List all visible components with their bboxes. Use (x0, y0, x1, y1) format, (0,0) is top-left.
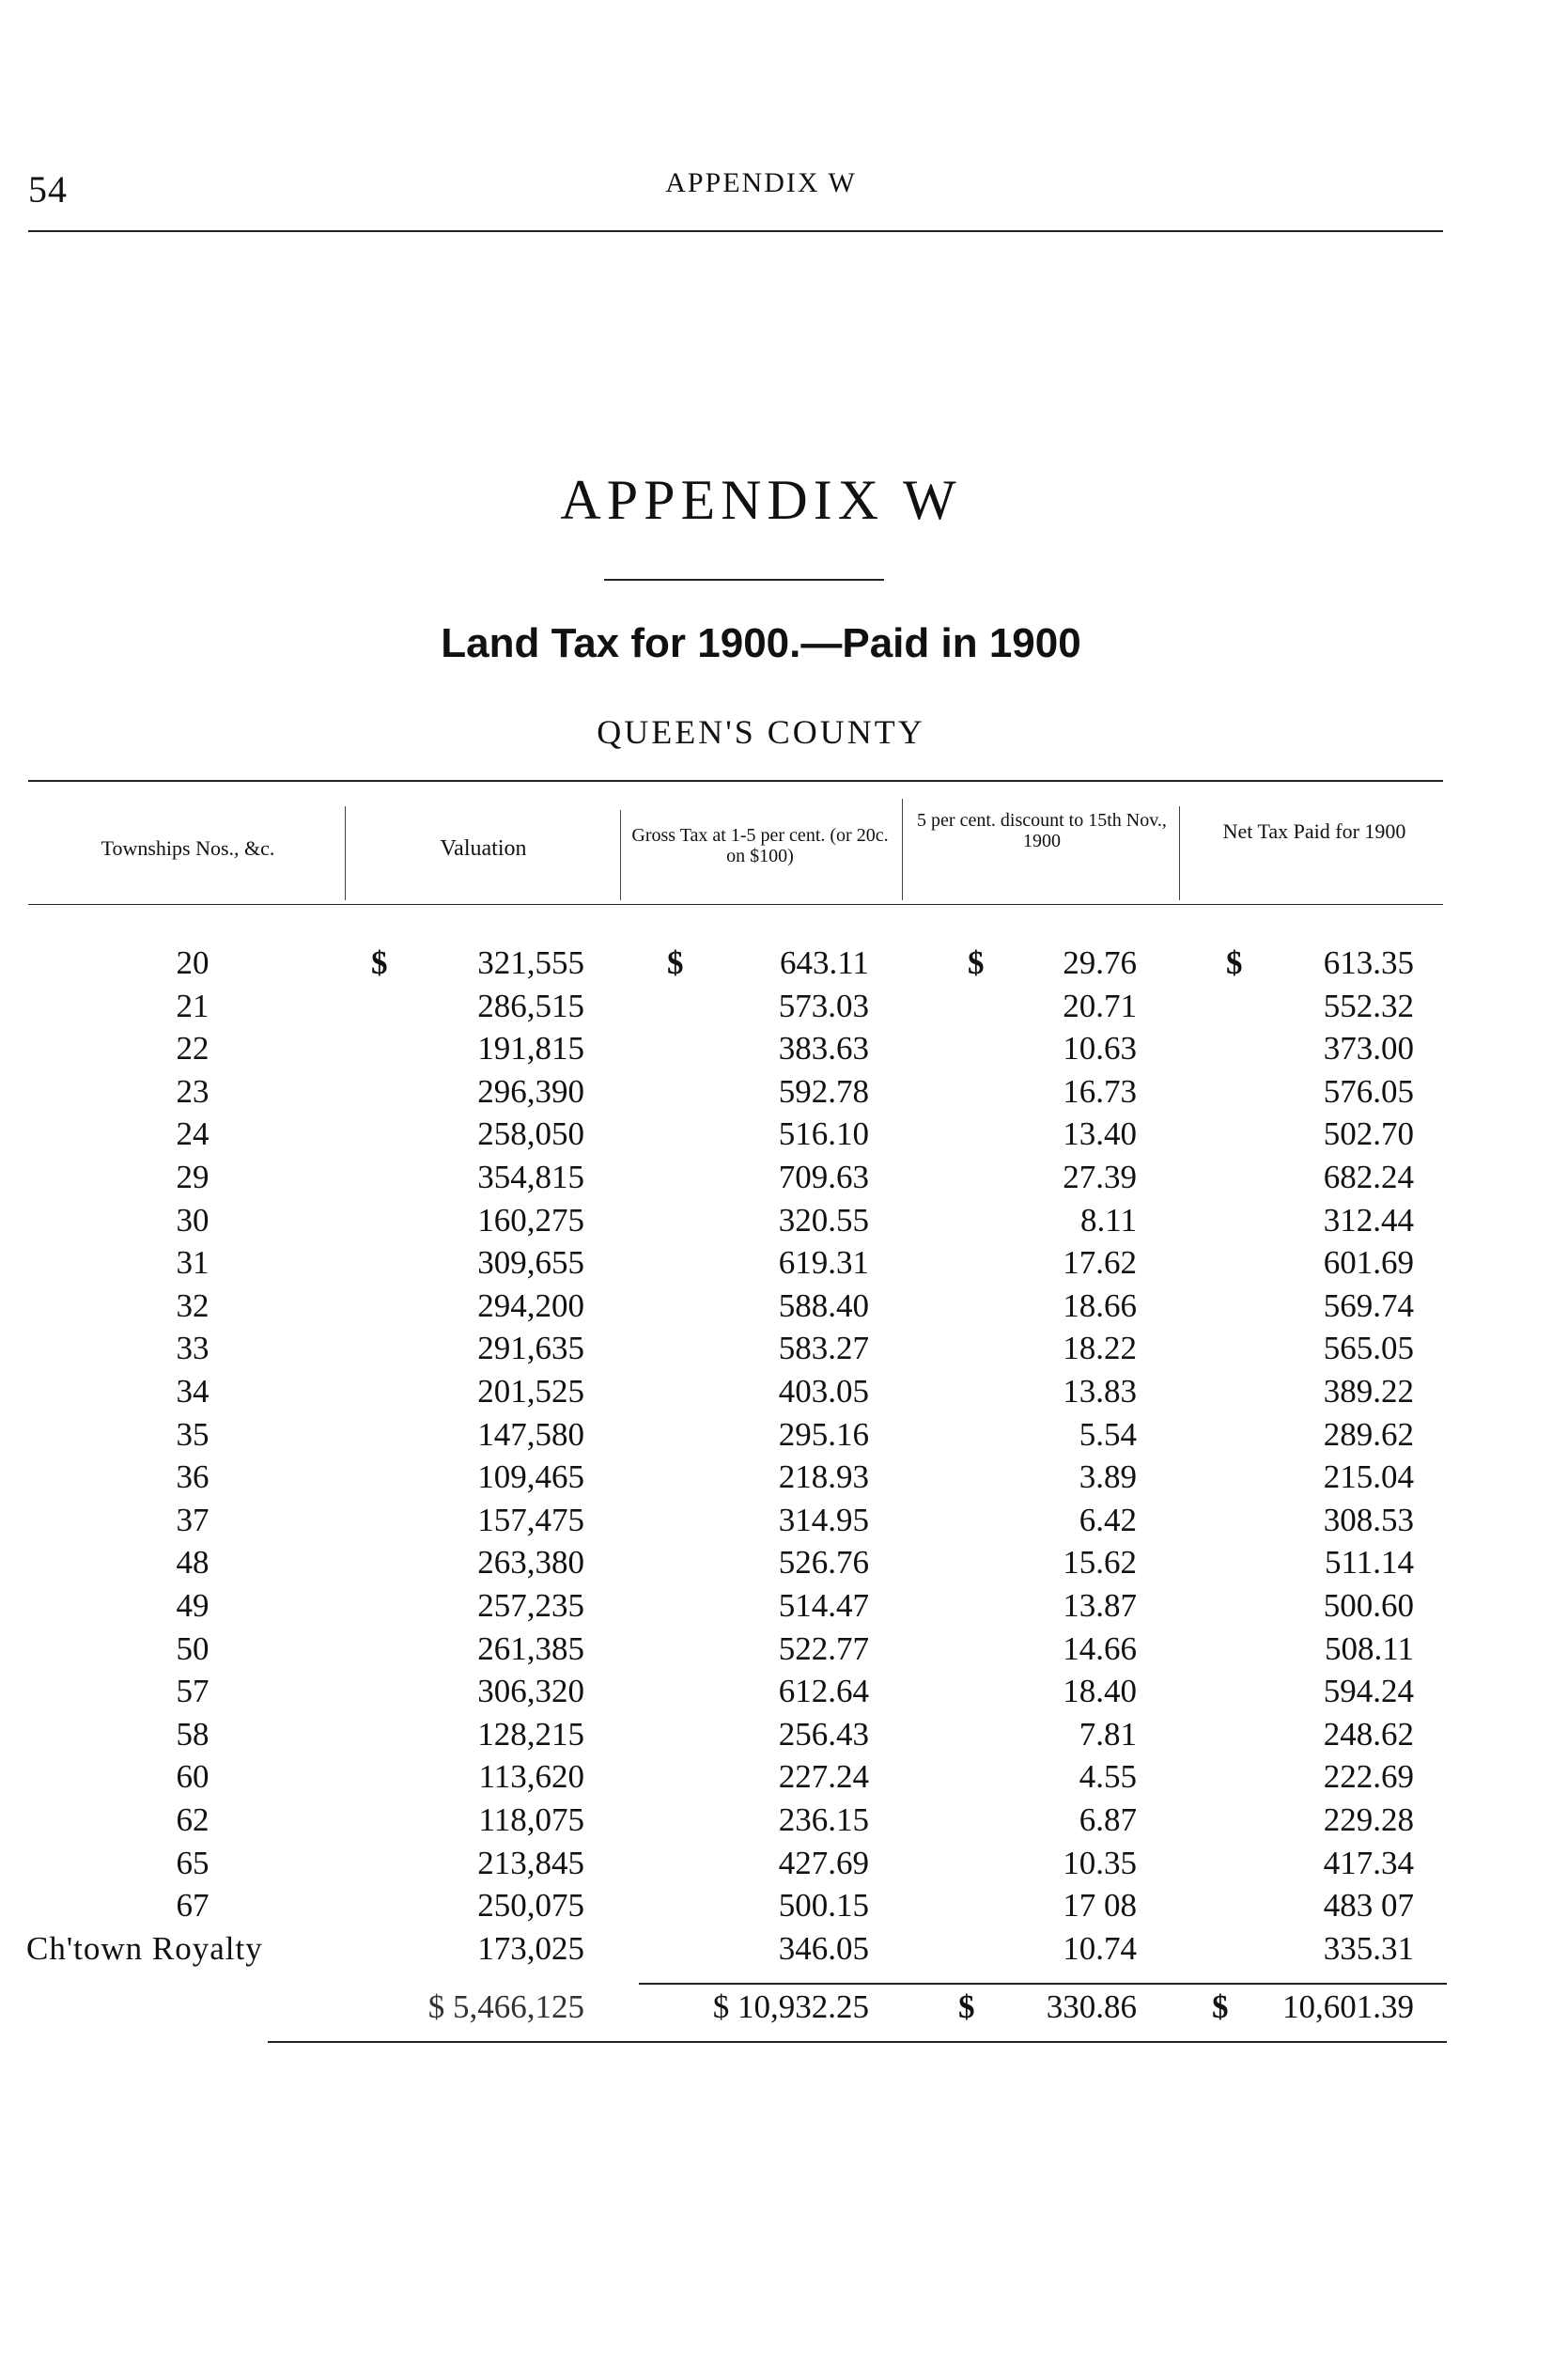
valuation-cell: 263,380 (477, 1544, 584, 1582)
gross-tax-cell: 516.10 (778, 1115, 869, 1153)
column-divider (345, 806, 346, 900)
township-cell: 49 (176, 1587, 210, 1624)
discount-cell: 16.73 (1063, 1072, 1137, 1110)
gross-tax-cell: 295.16 (778, 1415, 869, 1453)
dollar-sign: $ (958, 1988, 975, 2025)
valuation-cell: 213,845 (477, 1844, 584, 1881)
valuation-cell: 261,385 (477, 1629, 584, 1667)
township-cell: 37 (176, 1501, 210, 1538)
township-cell: 31 (176, 1244, 210, 1282)
table-row (0, 1285, 1568, 1327)
township-cell: 24 (176, 1115, 210, 1153)
township-cell: 32 (176, 1286, 210, 1324)
valuation-cell: 173,025 (477, 1929, 584, 1967)
gross-tax-cell: 236.15 (778, 1801, 869, 1838)
valuation-cell: 296,390 (477, 1072, 584, 1110)
table-row (0, 942, 1568, 984)
net-tax-cell: 682.24 (1323, 1159, 1414, 1195)
table-row (0, 1755, 1568, 1798)
discount-cell: 8.11 (1080, 1201, 1137, 1239)
net-tax-cell: 565.05 (1323, 1330, 1414, 1367)
total-valuation: $ 5,466,125 (427, 1988, 584, 2025)
gross-tax-cell: 514.47 (778, 1587, 869, 1624)
valuation-cell: 309,655 (477, 1244, 584, 1282)
table-row (0, 1628, 1568, 1670)
valuation-cell: 321,555 (477, 944, 584, 981)
gross-tax-cell: 526.76 (778, 1544, 869, 1582)
township-cell: 62 (176, 1801, 210, 1838)
gross-tax-cell: 612.64 (778, 1673, 869, 1710)
valuation-cell: 286,515 (477, 987, 584, 1024)
gross-tax-cell: 314.95 (778, 1501, 869, 1538)
township-cell: 29 (176, 1159, 210, 1195)
column-header-township: Townships Nos., &c. (101, 836, 275, 860)
table-row (0, 1327, 1568, 1369)
table-row (0, 1884, 1568, 1926)
column-header-gross-tax: Gross Tax at 1-5 per cent. (or 20c. on $100) (631, 825, 889, 866)
net-tax-cell: 613.35 (1323, 944, 1414, 981)
gross-tax-cell: 588.40 (778, 1286, 869, 1324)
net-tax-cell: 483 07 (1323, 1887, 1414, 1925)
total-discount: 330.86 (1046, 1988, 1137, 2025)
net-tax-cell: 508.11 (1325, 1629, 1414, 1667)
gross-tax-cell: 583.27 (778, 1330, 869, 1367)
dollar-sign: $ (1226, 944, 1243, 981)
table-row (0, 1842, 1568, 1884)
gross-tax-cell: 218.93 (778, 1458, 869, 1496)
net-tax-cell: 229.28 (1323, 1801, 1414, 1838)
discount-cell: 15.62 (1063, 1544, 1137, 1582)
table-row (0, 1113, 1568, 1155)
discount-cell: 3.89 (1079, 1458, 1137, 1496)
township-cell: 57 (176, 1673, 210, 1710)
gross-tax-cell: 256.43 (778, 1715, 869, 1753)
table-row (0, 1456, 1568, 1498)
township-cell: 30 (176, 1201, 210, 1239)
discount-cell: 10.63 (1063, 1030, 1137, 1068)
township-cell: 65 (176, 1844, 210, 1881)
table-row (0, 1413, 1568, 1456)
discount-cell: 20.71 (1063, 987, 1137, 1024)
table-row (0, 1584, 1568, 1627)
valuation-cell: 291,635 (477, 1330, 584, 1367)
discount-cell: 29.76 (1063, 944, 1137, 981)
valuation-cell: 109,465 (477, 1458, 584, 1496)
valuation-cell: 191,815 (477, 1030, 584, 1068)
table-row (0, 1713, 1568, 1755)
discount-cell: 6.87 (1079, 1801, 1137, 1838)
net-tax-cell: 373.00 (1323, 1030, 1414, 1068)
gross-tax-cell: 500.15 (778, 1887, 869, 1925)
page-number: 54 (28, 168, 68, 210)
net-tax-cell: 335.31 (1323, 1929, 1414, 1967)
discount-cell: 27.39 (1063, 1159, 1137, 1195)
discount-cell: 18.22 (1063, 1330, 1137, 1367)
column-divider (902, 799, 903, 900)
valuation-cell: 113,620 (478, 1758, 584, 1796)
gross-tax-cell: 427.69 (778, 1844, 869, 1881)
discount-cell: 14.66 (1063, 1629, 1137, 1667)
title-rule (604, 579, 884, 581)
valuation-cell: 250,075 (477, 1887, 584, 1925)
column-header-discount: 5 per cent. discount to 15th Nov., 1900 (917, 810, 1167, 851)
dollar-sign: $ (968, 944, 985, 981)
township-cell: 48 (176, 1544, 210, 1582)
column-divider (620, 810, 621, 900)
net-tax-cell: 576.05 (1323, 1072, 1414, 1110)
totals-rule (639, 1983, 1447, 1985)
valuation-cell: 147,580 (477, 1415, 584, 1453)
dollar-sign: $ (1212, 1988, 1229, 2025)
valuation-cell: 128,215 (477, 1715, 584, 1753)
discount-cell: 7.81 (1079, 1715, 1137, 1753)
discount-cell: 18.66 (1063, 1286, 1137, 1324)
net-tax-cell: 569.74 (1323, 1286, 1414, 1324)
column-divider (1179, 806, 1180, 900)
gross-tax-cell: 383.63 (778, 1030, 869, 1068)
net-tax-cell: 601.69 (1323, 1244, 1414, 1282)
totals-row (0, 1986, 1568, 2028)
table-subtitle: Land Tax for 1900.—Paid in 1900 (441, 620, 1081, 666)
net-tax-cell: 248.62 (1323, 1715, 1414, 1753)
discount-cell: 18.40 (1063, 1673, 1137, 1710)
township-cell: 33 (176, 1330, 210, 1367)
table-row (0, 1241, 1568, 1284)
net-tax-cell: 417.34 (1323, 1844, 1414, 1881)
gross-tax-cell: 573.03 (778, 987, 869, 1024)
gross-tax-cell: 346.05 (778, 1929, 869, 1967)
discount-cell: 5.54 (1079, 1415, 1137, 1453)
running-title: APPENDIX W (665, 167, 857, 198)
valuation-cell: 294,200 (477, 1286, 584, 1324)
township-cell: Ch'town Royalty (26, 1929, 263, 1967)
table-row (0, 985, 1568, 1027)
township-cell: 60 (176, 1758, 210, 1796)
gross-tax-cell: 403.05 (778, 1373, 869, 1410)
township-cell: 23 (176, 1072, 210, 1110)
table-row (0, 1541, 1568, 1583)
net-tax-cell: 502.70 (1323, 1115, 1414, 1153)
table-row (0, 1799, 1568, 1841)
discount-cell: 13.83 (1063, 1373, 1137, 1410)
valuation-cell: 118,075 (478, 1801, 584, 1838)
valuation-cell: 201,525 (477, 1373, 584, 1410)
discount-cell: 17 08 (1063, 1887, 1137, 1925)
discount-cell: 17.62 (1063, 1244, 1137, 1282)
table-bottom-rule (268, 2041, 1447, 2043)
table-row (0, 1927, 1568, 1970)
gross-tax-cell: 522.77 (778, 1629, 869, 1667)
township-cell: 67 (176, 1887, 210, 1925)
net-tax-cell: 500.60 (1323, 1587, 1414, 1624)
net-tax-cell: 389.22 (1323, 1373, 1414, 1410)
table-row (0, 1199, 1568, 1241)
gross-tax-cell: 320.55 (778, 1201, 869, 1239)
total-gross-tax: $ 10,932.25 (712, 1988, 869, 2025)
column-header-valuation: Valuation (440, 836, 527, 861)
dollar-sign: $ (371, 944, 388, 981)
township-cell: 36 (176, 1458, 210, 1496)
valuation-cell: 257,235 (477, 1587, 584, 1624)
net-tax-cell: 215.04 (1323, 1458, 1414, 1496)
column-header-net-tax: Net Tax Paid for 1900 (1222, 819, 1406, 843)
discount-cell: 4.55 (1079, 1758, 1137, 1796)
township-cell: 35 (176, 1415, 210, 1453)
valuation-cell: 354,815 (477, 1159, 584, 1195)
net-tax-cell: 594.24 (1323, 1673, 1414, 1710)
gross-tax-cell: 709.63 (778, 1159, 869, 1195)
discount-cell: 10.35 (1063, 1844, 1137, 1881)
dollar-sign: $ (667, 944, 684, 981)
township-cell: 22 (176, 1030, 210, 1068)
discount-cell: 10.74 (1063, 1929, 1137, 1967)
table-row (0, 1499, 1568, 1541)
table-row (0, 1070, 1568, 1113)
township-cell: 21 (176, 987, 210, 1024)
table-row (0, 1027, 1568, 1069)
header-bottom-rule (28, 904, 1443, 905)
table-top-rule (28, 780, 1443, 782)
gross-tax-cell: 619.31 (778, 1244, 869, 1282)
table-row (0, 1370, 1568, 1412)
net-tax-cell: 308.53 (1323, 1501, 1414, 1538)
discount-cell: 13.87 (1063, 1587, 1137, 1624)
gross-tax-cell: 227.24 (778, 1758, 869, 1796)
net-tax-cell: 289.62 (1323, 1415, 1414, 1453)
township-cell: 50 (176, 1629, 210, 1667)
valuation-cell: 160,275 (477, 1201, 584, 1239)
discount-cell: 13.40 (1063, 1115, 1137, 1153)
net-tax-cell: 222.69 (1323, 1758, 1414, 1796)
township-cell: 34 (176, 1373, 210, 1410)
net-tax-cell: 312.44 (1323, 1201, 1414, 1239)
valuation-cell: 306,320 (477, 1673, 584, 1710)
net-tax-cell: 511.14 (1325, 1544, 1414, 1582)
header-rule (28, 230, 1443, 232)
valuation-cell: 157,475 (477, 1501, 584, 1538)
total-net-tax: 10,601.39 (1282, 1988, 1414, 2025)
gross-tax-cell: 643.11 (780, 944, 869, 981)
page-title: APPENDIX W (560, 469, 962, 531)
county-name: QUEEN'S COUNTY (597, 713, 925, 751)
table-row (0, 1156, 1568, 1198)
discount-cell: 6.42 (1079, 1501, 1137, 1538)
township-cell: 58 (176, 1715, 210, 1753)
gross-tax-cell: 592.78 (778, 1072, 869, 1110)
township-cell: 20 (176, 944, 210, 981)
table-row (0, 1670, 1568, 1712)
valuation-cell: 258,050 (477, 1115, 584, 1153)
net-tax-cell: 552.32 (1323, 987, 1414, 1024)
